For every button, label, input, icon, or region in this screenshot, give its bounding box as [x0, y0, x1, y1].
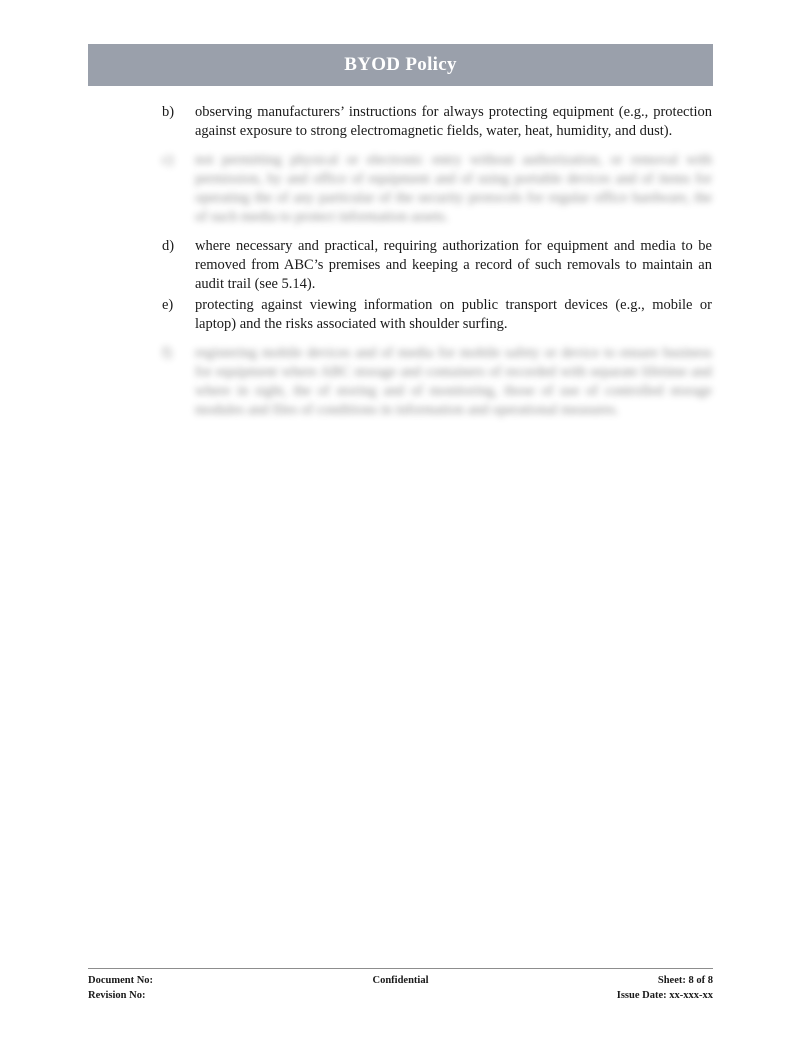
list-item-text: protecting against viewing information on public transport devices (e.g., mobile or laptop) and the risks associated with shoulder surfing. — [195, 297, 712, 332]
footer-issue-date: Issue Date: xx-xxx-xx — [616, 990, 713, 1001]
list-item-marker: e) — [162, 297, 174, 313]
list-item-text: observing manufacturers’ instructions for always protecting equipment (e.g., protection against exposure to strong electromagnetic fields, water, heat, humidity, and dust). — [195, 104, 712, 139]
list-item-marker: d) — [162, 238, 175, 254]
page-title: BYOD Policy — [344, 54, 457, 75]
footer-row-bottom — [88, 988, 713, 1003]
list-item-redacted — [88, 344, 713, 420]
list-item-text: not permitting physical or electronic entry without authorization, or removal with permission, by and office of equipment and of using portable devices and of items for operating the of any particular of the security protocols for regular office hardware, the of such media to protect information assets. — [195, 152, 712, 225]
list-item — [88, 237, 713, 294]
list-item-marker: c) — [162, 152, 174, 168]
footer-row-top — [88, 973, 713, 988]
footer-revision-no: Revision No: — [88, 990, 146, 1001]
list-item-marker: b) — [162, 104, 175, 120]
list-item-redacted — [88, 151, 713, 227]
list-item-text: where necessary and practical, requiring authorization for equipment and media to be removed from ABC’s premises and keeping a record of such removals to maintain an audit trail (see 5.14). — [195, 238, 712, 292]
list-item-text: registering mobile devices and of media for mobile safety or device to ensure business for equipment where ABC storage and containers of recorded with separate lifetime and where in sight, the of storing and of monitoring, those of use of controlled storage modules and files of conditions in information and operational measures. — [195, 345, 712, 418]
page-header-bar — [88, 44, 713, 86]
footer-sheet: Sheet: 8 of 8 — [657, 975, 713, 986]
list-item-marker: f) — [162, 345, 172, 361]
page-footer — [88, 968, 713, 1003]
list-item — [88, 103, 713, 141]
document-body — [88, 103, 713, 420]
footer-document-no: Document No: — [88, 975, 154, 986]
footer-confidential: Confidential — [372, 975, 429, 986]
list-item — [88, 296, 713, 334]
